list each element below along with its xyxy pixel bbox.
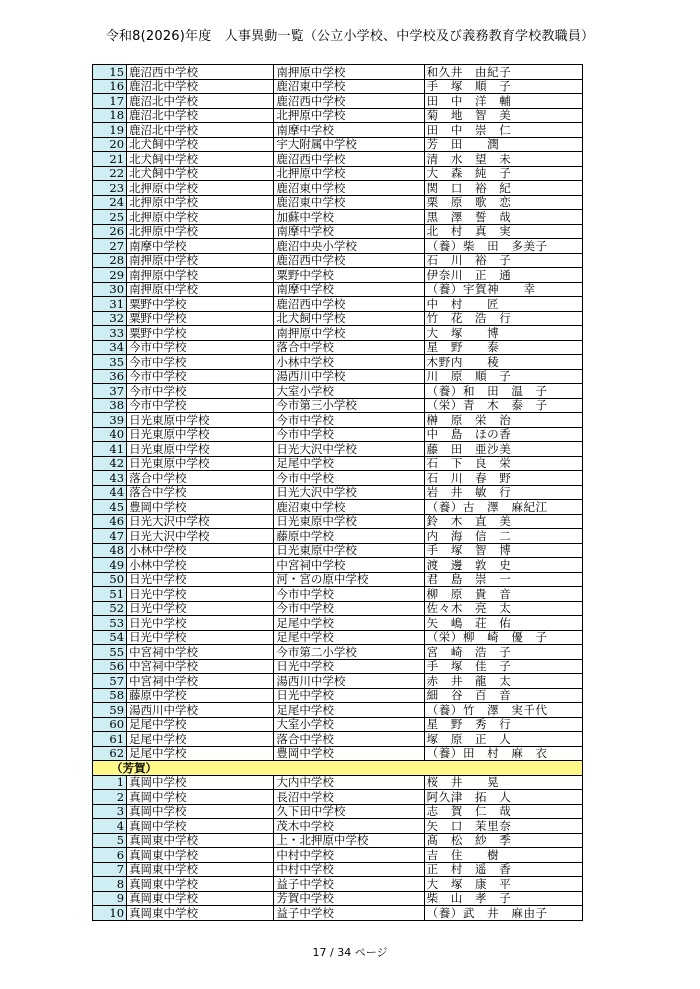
to-school: 鹿沼西中学校 — [274, 297, 424, 312]
from-school: 真岡東中学校 — [127, 906, 274, 921]
to-school: 足尾中学校 — [274, 456, 424, 471]
table-row — [93, 384, 583, 399]
row-number: 24 — [93, 195, 127, 210]
row-number: 32 — [93, 311, 127, 326]
row-number: 18 — [93, 108, 127, 123]
staff-name: 鈴 木 直 美 — [424, 514, 582, 529]
row-number: 36 — [93, 369, 127, 384]
staff-name: 芳 田 潤 — [424, 137, 582, 152]
row-number: 61 — [93, 732, 127, 747]
row-number: 31 — [93, 297, 127, 312]
to-school: 豊岡中学校 — [274, 746, 424, 761]
table-row — [93, 514, 583, 529]
from-school: 日光中学校 — [127, 587, 274, 602]
table-row — [93, 224, 583, 239]
from-school: 日光中学校 — [127, 616, 274, 631]
to-school: 大室小学校 — [274, 384, 424, 399]
row-number: 54 — [93, 630, 127, 645]
row-number: 29 — [93, 268, 127, 283]
row-number: 3 — [93, 804, 127, 819]
to-school: 南押原中学校 — [274, 326, 424, 341]
from-school: 粟野中学校 — [127, 311, 274, 326]
staff-name: （養）竹 澤 実千代 — [424, 703, 582, 718]
row-number: 43 — [93, 471, 127, 486]
page-number: 17 / 34 ページ — [312, 946, 388, 959]
from-school: 落合中学校 — [127, 471, 274, 486]
table-row — [93, 645, 583, 660]
row-number: 25 — [93, 210, 127, 225]
to-school: 北押原中学校 — [274, 166, 424, 181]
staff-name: 矢 嶋 荘 佑 — [424, 616, 582, 631]
to-school: 南摩中学校 — [274, 123, 424, 138]
to-school: 中宮祠中学校 — [274, 558, 424, 573]
row-number: 17 — [93, 94, 127, 109]
table-row — [93, 558, 583, 573]
staff-name: （養）武 井 麻由子 — [424, 906, 582, 921]
from-school: 南押原中学校 — [127, 268, 274, 283]
row-number: 6 — [93, 848, 127, 863]
staff-name: 榊 原 栄 治 — [424, 413, 582, 428]
from-school: 豊岡中学校 — [127, 500, 274, 515]
from-school: 日光中学校 — [127, 630, 274, 645]
staff-name: 細 谷 百 音 — [424, 688, 582, 703]
to-school: 宇大附属中学校 — [274, 137, 424, 152]
row-number: 27 — [93, 239, 127, 254]
table-row — [93, 326, 583, 341]
from-school: 日光東原中学校 — [127, 456, 274, 471]
from-school: 粟野中学校 — [127, 297, 274, 312]
from-school: 南押原中学校 — [127, 282, 274, 297]
row-number: 49 — [93, 558, 127, 573]
row-number: 46 — [93, 514, 127, 529]
from-school: 北犬飼中学校 — [127, 137, 274, 152]
from-school: 日光東原中学校 — [127, 442, 274, 457]
staff-name: 阿久津 拓 人 — [424, 790, 582, 805]
staff-name: （栄）柳 崎 優 子 — [424, 630, 582, 645]
staff-name: 大 塚 博 — [424, 326, 582, 341]
from-school: 鹿沼西中学校 — [127, 65, 274, 80]
from-school: 今市中学校 — [127, 398, 274, 413]
to-school: 鹿沼西中学校 — [274, 253, 424, 268]
staff-name: （養）和 田 温 子 — [424, 384, 582, 399]
staff-name: 中 村 匠 — [424, 297, 582, 312]
row-number: 33 — [93, 326, 127, 341]
to-school: 足尾中学校 — [274, 616, 424, 631]
to-school: 芳賀中学校 — [274, 891, 424, 906]
staff-name: （養）田 村 麻 衣 — [424, 746, 582, 761]
to-school: 鹿沼東中学校 — [274, 79, 424, 94]
table-row — [93, 616, 583, 631]
from-school: 真岡中学校 — [127, 775, 274, 790]
to-school: 長沼中学校 — [274, 790, 424, 805]
row-number: 34 — [93, 340, 127, 355]
staff-name: 手 塚 佳 子 — [424, 659, 582, 674]
table-row — [93, 94, 583, 109]
staff-name: 大 森 純 子 — [424, 166, 582, 181]
from-school: 中宮祠中学校 — [127, 645, 274, 660]
section-row — [93, 761, 583, 776]
row-number: 41 — [93, 442, 127, 457]
from-school: 足尾中学校 — [127, 717, 274, 732]
to-school: 足尾中学校 — [274, 703, 424, 718]
staff-name: 柴 山 孝 子 — [424, 891, 582, 906]
from-school: 鹿沼北中学校 — [127, 79, 274, 94]
row-number: 58 — [93, 688, 127, 703]
table-row — [93, 340, 583, 355]
row-number: 35 — [93, 355, 127, 370]
table-row — [93, 166, 583, 181]
row-number: 50 — [93, 572, 127, 587]
to-school: 鹿沼西中学校 — [274, 152, 424, 167]
table-row — [93, 181, 583, 196]
to-school: 鹿沼東中学校 — [274, 500, 424, 515]
table-row — [93, 500, 583, 515]
staff-name: 和久井 由紀子 — [424, 65, 582, 80]
row-number: 9 — [93, 891, 127, 906]
from-school: 鹿沼北中学校 — [127, 108, 274, 123]
row-number: 40 — [93, 427, 127, 442]
staff-name: 北 村 真 実 — [424, 224, 582, 239]
staff-name: 手 塚 順 子 — [424, 79, 582, 94]
staff-name: 石 川 春 野 — [424, 471, 582, 486]
staff-name: 中 島 ほの香 — [424, 427, 582, 442]
to-school: 日光大沢中学校 — [274, 442, 424, 457]
personnel-transfer-table — [92, 64, 583, 921]
staff-name: 正 村 遥 香 — [424, 862, 582, 877]
table-row — [93, 253, 583, 268]
from-school: 真岡中学校 — [127, 790, 274, 805]
from-school: 鹿沼北中学校 — [127, 94, 274, 109]
staff-name: （栄）青 木 泰 子 — [424, 398, 582, 413]
table-row — [93, 790, 583, 805]
from-school: 真岡東中学校 — [127, 877, 274, 892]
staff-name: 吉 住 樹 — [424, 848, 582, 863]
to-school: 今市中学校 — [274, 413, 424, 428]
from-school: 足尾中学校 — [127, 732, 274, 747]
from-school: 今市中学校 — [127, 340, 274, 355]
staff-name: 岩 井 敏 行 — [424, 485, 582, 500]
from-school: 小林中学校 — [127, 543, 274, 558]
table-row — [93, 891, 583, 906]
table-row — [93, 485, 583, 500]
table-row — [93, 137, 583, 152]
table-row — [93, 529, 583, 544]
row-number: 5 — [93, 833, 127, 848]
table-row — [93, 862, 583, 877]
row-number: 45 — [93, 500, 127, 515]
staff-name: 赤 井 龍 太 — [424, 674, 582, 689]
table-row — [93, 703, 583, 718]
table-body — [93, 65, 583, 921]
from-school: 日光東原中学校 — [127, 413, 274, 428]
to-school: 足尾中学校 — [274, 630, 424, 645]
from-school: 中宮祠中学校 — [127, 659, 274, 674]
from-school: 日光大沢中学校 — [127, 529, 274, 544]
to-school: 今市中学校 — [274, 587, 424, 602]
row-number: 22 — [93, 166, 127, 181]
to-school: 落合中学校 — [274, 340, 424, 355]
staff-name: 黒 澤 誓 哉 — [424, 210, 582, 225]
to-school: 落合中学校 — [274, 732, 424, 747]
to-school: 粟野中学校 — [274, 268, 424, 283]
row-number: 7 — [93, 862, 127, 877]
to-school: 南押原中学校 — [274, 65, 424, 80]
to-school: 藤原中学校 — [274, 529, 424, 544]
staff-name: 藤 田 亜沙美 — [424, 442, 582, 457]
row-number: 57 — [93, 674, 127, 689]
from-school: 中宮祠中学校 — [127, 674, 274, 689]
from-school: 今市中学校 — [127, 355, 274, 370]
row-number: 51 — [93, 587, 127, 602]
to-school: 中村中学校 — [274, 848, 424, 863]
table-row — [93, 456, 583, 471]
row-number: 16 — [93, 79, 127, 94]
staff-name: 石 下 良 栄 — [424, 456, 582, 471]
staff-name: 竹 花 浩 行 — [424, 311, 582, 326]
row-number: 15 — [93, 65, 127, 80]
table-row — [93, 427, 583, 442]
from-school: 真岡中学校 — [127, 819, 274, 834]
table-row — [93, 819, 583, 834]
to-school: 鹿沼中央小学校 — [274, 239, 424, 254]
row-number: 56 — [93, 659, 127, 674]
row-number: 10 — [93, 906, 127, 921]
table-row — [93, 775, 583, 790]
from-school: 落合中学校 — [127, 485, 274, 500]
row-number: 8 — [93, 877, 127, 892]
to-school: 北犬飼中学校 — [274, 311, 424, 326]
staff-name: 栗 原 歌 恋 — [424, 195, 582, 210]
table-row — [93, 877, 583, 892]
row-number: 37 — [93, 384, 127, 399]
table-row — [93, 369, 583, 384]
staff-name: 田 中 崇 仁 — [424, 123, 582, 138]
staff-name: 田 中 洋 輔 — [424, 94, 582, 109]
page-title: 令和8(2026)年度 人事異動一覧（公立小学校、中学校及び義務教育学校教職員） — [105, 29, 595, 44]
row-number: 48 — [93, 543, 127, 558]
staff-name: 髙 松 紗 季 — [424, 833, 582, 848]
table-row — [93, 297, 583, 312]
row-number: 30 — [93, 282, 127, 297]
to-school: 益子中学校 — [274, 906, 424, 921]
to-school: 茂木中学校 — [274, 819, 424, 834]
from-school: 今市中学校 — [127, 384, 274, 399]
row-number: 26 — [93, 224, 127, 239]
to-school: 今市中学校 — [274, 427, 424, 442]
from-school: 日光東原中学校 — [127, 427, 274, 442]
table-row — [93, 282, 583, 297]
from-school: 真岡東中学校 — [127, 862, 274, 877]
staff-name: 内 海 信 二 — [424, 529, 582, 544]
to-school: 日光東原中学校 — [274, 543, 424, 558]
table-row — [93, 906, 583, 921]
to-school: 大内中学校 — [274, 775, 424, 790]
row-number: 4 — [93, 819, 127, 834]
table-row — [93, 746, 583, 761]
to-school: 北押原中学校 — [274, 108, 424, 123]
staff-name: 伊奈川 正 通 — [424, 268, 582, 283]
table-row — [93, 471, 583, 486]
staff-name: 渡 邊 敦 史 — [424, 558, 582, 573]
from-school: 北押原中学校 — [127, 210, 274, 225]
from-school: 北押原中学校 — [127, 195, 274, 210]
staff-name: 手 塚 智 博 — [424, 543, 582, 558]
table-row — [93, 587, 583, 602]
from-school: 真岡東中学校 — [127, 891, 274, 906]
table-row — [93, 123, 583, 138]
to-school: 久下田中学校 — [274, 804, 424, 819]
table-row — [93, 195, 583, 210]
table-row — [93, 239, 583, 254]
to-school: 湯西川中学校 — [274, 369, 424, 384]
to-school: 日光中学校 — [274, 659, 424, 674]
to-school: 今市中学校 — [274, 471, 424, 486]
to-school: 鹿沼東中学校 — [274, 195, 424, 210]
row-number: 62 — [93, 746, 127, 761]
to-school: 日光東原中学校 — [274, 514, 424, 529]
staff-name: 清 水 望 未 — [424, 152, 582, 167]
staff-name: （養）宇賀神 幸 — [424, 282, 582, 297]
from-school: 南摩中学校 — [127, 239, 274, 254]
from-school: 湯西川中学校 — [127, 703, 274, 718]
table-row — [93, 152, 583, 167]
staff-name: 塚 原 正 人 — [424, 732, 582, 747]
staff-name: （養）柴 田 多美子 — [424, 239, 582, 254]
table-row — [93, 268, 583, 283]
from-school: 小林中学校 — [127, 558, 274, 573]
row-number: 1 — [93, 775, 127, 790]
row-number: 28 — [93, 253, 127, 268]
row-number: 21 — [93, 152, 127, 167]
staff-name: （養）古 澤 麻紀江 — [424, 500, 582, 515]
from-school: 北犬飼中学校 — [127, 152, 274, 167]
to-school: 小林中学校 — [274, 355, 424, 370]
staff-name: 石 川 裕 子 — [424, 253, 582, 268]
row-number: 47 — [93, 529, 127, 544]
to-school: 益子中学校 — [274, 877, 424, 892]
from-school: 真岡東中学校 — [127, 848, 274, 863]
from-school: 粟野中学校 — [127, 326, 274, 341]
from-school: 真岡中学校 — [127, 804, 274, 819]
staff-name: 宮 崎 浩 子 — [424, 645, 582, 660]
table-row — [93, 355, 583, 370]
staff-name: 佐々木 亮 太 — [424, 601, 582, 616]
from-school: 日光中学校 — [127, 601, 274, 616]
to-school: 中村中学校 — [274, 862, 424, 877]
table-row — [93, 311, 583, 326]
staff-name: 柳 原 貴 音 — [424, 587, 582, 602]
staff-name: 星 野 泰 — [424, 340, 582, 355]
to-school: 上・北押原中学校 — [274, 833, 424, 848]
table-row — [93, 804, 583, 819]
from-school: 藤原中学校 — [127, 688, 274, 703]
table-row — [93, 572, 583, 587]
to-school: 河・宮の原中学校 — [274, 572, 424, 587]
to-school: 日光大沢中学校 — [274, 485, 424, 500]
staff-name: 君 島 崇 一 — [424, 572, 582, 587]
row-number: 42 — [93, 456, 127, 471]
row-number: 39 — [93, 413, 127, 428]
to-school: 今市第三小学校 — [274, 398, 424, 413]
row-number: 38 — [93, 398, 127, 413]
table-row — [93, 543, 583, 558]
table-row — [93, 688, 583, 703]
staff-name: 矢 口 茉里奈 — [424, 819, 582, 834]
table-row — [93, 848, 583, 863]
from-school: 鹿沼北中学校 — [127, 123, 274, 138]
from-school: 北押原中学校 — [127, 224, 274, 239]
from-school: 日光中学校 — [127, 572, 274, 587]
staff-name: 桜 井 晃 — [424, 775, 582, 790]
staff-name: 川 原 順 子 — [424, 369, 582, 384]
section-label: （芳賀） — [93, 761, 583, 776]
to-school: 南摩中学校 — [274, 282, 424, 297]
table-row — [93, 630, 583, 645]
row-number: 20 — [93, 137, 127, 152]
row-number: 23 — [93, 181, 127, 196]
row-number: 19 — [93, 123, 127, 138]
table-row — [93, 79, 583, 94]
table-row — [93, 659, 583, 674]
from-school: 北押原中学校 — [127, 181, 274, 196]
row-number: 60 — [93, 717, 127, 732]
table-row — [93, 601, 583, 616]
to-school: 日光中学校 — [274, 688, 424, 703]
to-school: 南摩中学校 — [274, 224, 424, 239]
staff-name: 志 賀 仁 哉 — [424, 804, 582, 819]
to-school: 湯西川中学校 — [274, 674, 424, 689]
table-row — [93, 674, 583, 689]
staff-name: 大 塚 康 平 — [424, 877, 582, 892]
from-school: 足尾中学校 — [127, 746, 274, 761]
from-school: 北犬飼中学校 — [127, 166, 274, 181]
row-number: 44 — [93, 485, 127, 500]
to-school: 加蘇中学校 — [274, 210, 424, 225]
table-row — [93, 833, 583, 848]
table-row — [93, 398, 583, 413]
staff-name: 関 口 裕 紀 — [424, 181, 582, 196]
to-school: 今市第二小学校 — [274, 645, 424, 660]
table-row — [93, 717, 583, 732]
row-number: 59 — [93, 703, 127, 718]
row-number: 53 — [93, 616, 127, 631]
table-row — [93, 108, 583, 123]
staff-name: 木野内 稜 — [424, 355, 582, 370]
from-school: 日光大沢中学校 — [127, 514, 274, 529]
to-school: 大室小学校 — [274, 717, 424, 732]
staff-name: 星 野 秀 行 — [424, 717, 582, 732]
table-row — [93, 210, 583, 225]
row-number: 55 — [93, 645, 127, 660]
from-school: 真岡東中学校 — [127, 833, 274, 848]
staff-name: 菊 地 智 美 — [424, 108, 582, 123]
row-number: 52 — [93, 601, 127, 616]
to-school: 鹿沼西中学校 — [274, 94, 424, 109]
table-row — [93, 413, 583, 428]
from-school: 今市中学校 — [127, 369, 274, 384]
table-row — [93, 65, 583, 80]
row-number: 2 — [93, 790, 127, 805]
table-row — [93, 732, 583, 747]
to-school: 鹿沼東中学校 — [274, 181, 424, 196]
to-school: 今市中学校 — [274, 601, 424, 616]
from-school: 南押原中学校 — [127, 253, 274, 268]
table-row — [93, 442, 583, 457]
